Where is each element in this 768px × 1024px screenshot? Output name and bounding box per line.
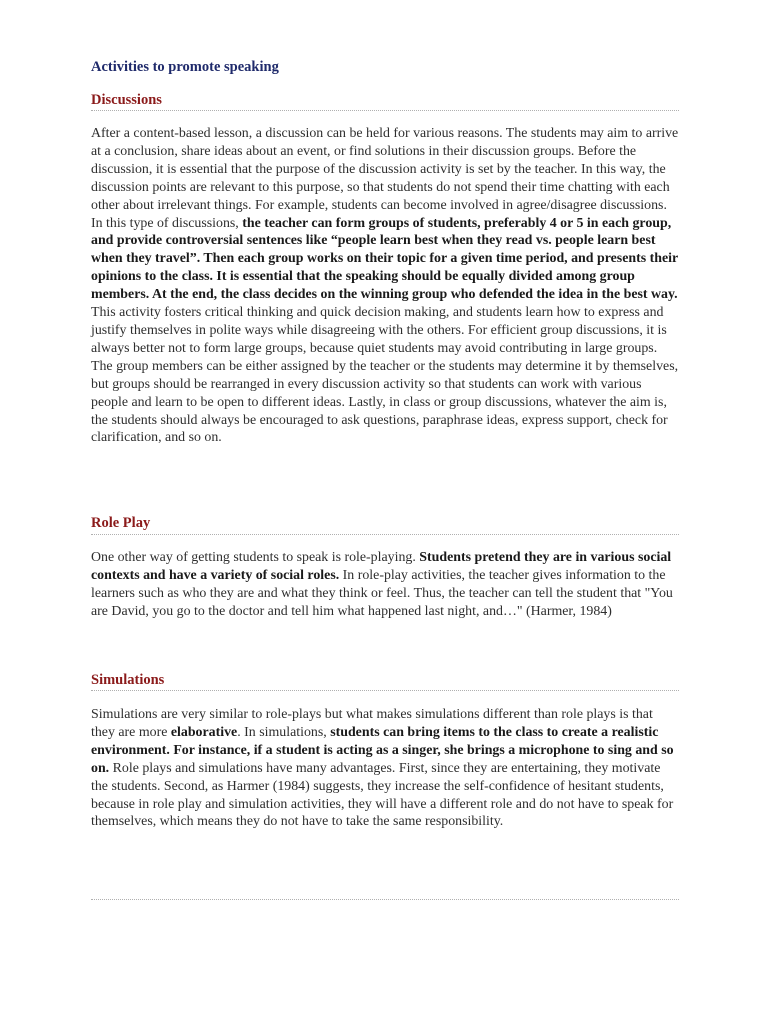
- text-run: One other way of getting students to speak is role-playing.: [91, 550, 420, 565]
- paragraph-simulations: [91, 706, 679, 831]
- bold-text-run: elaborative: [170, 724, 238, 740]
- bold-text-run: students can bring items to the class to create a realistic environment. For instance, if a student is acting as a singer, she brings a microphone to sing and so on.: [91, 724, 674, 776]
- section-heading-role-play: Role Play: [91, 515, 151, 531]
- bold-text-run: Students pretend they are in various social contexts and have a variety of social roles.: [91, 550, 672, 583]
- section-divider: [91, 110, 679, 111]
- text-run: After a content-based lesson, a discussion can be held for various reasons. The students may aim to arrive at a conclusion, share ideas about an event, or find solutions in their discussion groups. Before the discussion, it is essential that the purpose of the discussion activity is set by the teacher. In this way, the discussion points are relevant to this purpose, so that students do not spend their time chatting with each other about irrelevant things. For example, students can become involved in agree/disagree discussions. In this type of discussions,: [91, 126, 679, 231]
- paragraph-role-play: [91, 549, 679, 621]
- text-run: . In simulations,: [237, 724, 331, 740]
- section-heading-discussions: Discussions: [91, 92, 162, 108]
- text-run: In role-play activities, the teacher gives information to the learners such as who they are and what they think or feel. Thus, the teacher can tell the student that "You are David, you go to the doctor and tell him what happened last night, and…" (Harmer, 1984): [91, 567, 673, 619]
- document-title: Activities to promote speaking: [91, 59, 279, 75]
- section-divider: [91, 690, 679, 691]
- text-run: Simulations are very similar to role-plays but what makes simulations different than role plays is that they are more: [91, 707, 653, 740]
- text-run: This activity fosters critical thinking and quick decision making, and students learn how to express and justify themselves in polite ways while disagreeing with the others. For efficient group discussions, it is always better not to form large groups, because quiet students may avoid contributing in large groups. The group members can be either assigned by the teacher or the students may determine it by themselves, but groups should be rearranged in every discussion activity so that students can work with various people and learn to be open to different ideas. Lastly, in class or group discussions, whatever the aim is, the students should always be encouraged to ask questions, paraphrase ideas, express support, check for clarification, and so on.: [91, 305, 679, 446]
- section-heading-simulations: Simulations: [91, 672, 165, 688]
- section-divider: [91, 534, 679, 535]
- text-run: Role plays and simulations have many advantages. First, since they are entertaining, they motivate the students. Second, as Harmer (1984) suggests, they increase the self-confidence of hesitant students, because in role play and simulation activities, they will have a different role and do not have to speak for themselves, which means they do not have to take the same responsibility.: [91, 760, 674, 830]
- bold-text-run: the teacher can form groups of students, preferably 4 or 5 in each group, and provide controversial sentences like “people learn best when they read vs. people learn best when they travel”. Then each group works on their topic for a given time period, and presents their opinions to the class. It is essential that the speaking should be equally divided among group members. At the end, the class decides on the winning group who defended the idea in the best way.: [91, 215, 678, 303]
- paragraph-discussions: [91, 125, 679, 447]
- page-bottom-divider: [91, 899, 679, 900]
